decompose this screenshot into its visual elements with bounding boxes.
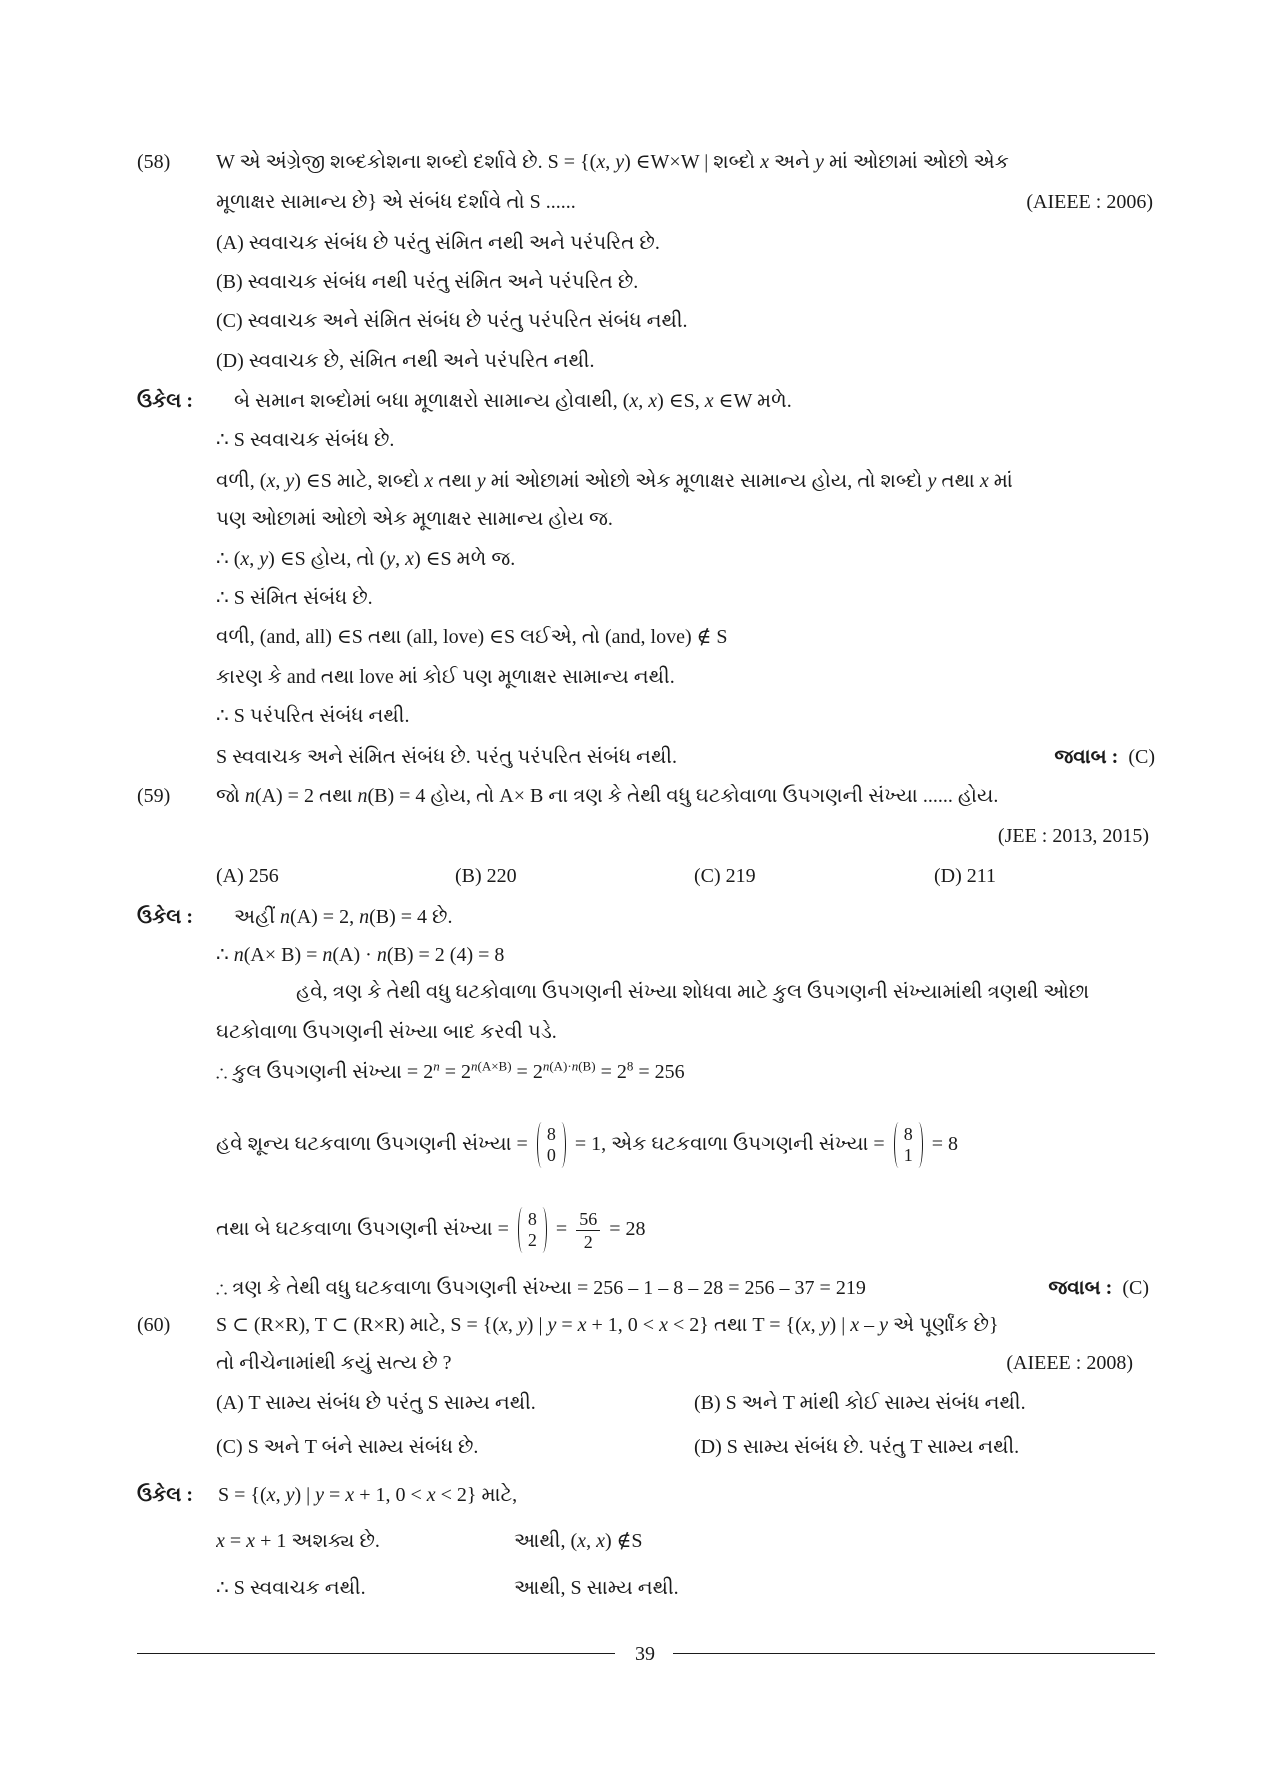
paren-right-shape xyxy=(914,1122,923,1168)
math-variable: n xyxy=(470,1058,478,1074)
q59-answer xyxy=(1005,1273,1149,1303)
text-run: = 2 xyxy=(595,1061,627,1083)
q58-solution-line-6 xyxy=(216,583,1155,613)
math-variable: y xyxy=(315,1484,325,1506)
binomial-bottom: 1 xyxy=(903,1145,913,1166)
text-run: ∴ S પરંપરિત સંબંધ નથી. xyxy=(216,705,410,727)
text-run: S = {( xyxy=(218,1484,267,1506)
binomial-coefficient xyxy=(518,1207,547,1253)
text-run: માં ઓછામાં ઓછો એક મૂળાક્ષર સામાન્ય હોય, તો શબ્દો xyxy=(485,470,928,492)
text-run: = 28 xyxy=(604,1218,646,1240)
text-run: અહીં xyxy=(234,906,281,928)
text-run: તથા બે ઘટકવાળા ઉપગણની સંખ્યા = xyxy=(216,1218,514,1240)
text-run: ) ∈W×W | શબ્દો xyxy=(624,151,761,173)
math-variable: x xyxy=(266,1484,276,1506)
q59-solution-line-6 xyxy=(216,1115,1155,1173)
q60-solution-line-1 xyxy=(218,1480,1155,1510)
q60-solution-line-2a xyxy=(216,1526,506,1556)
math-variable: y xyxy=(386,548,396,570)
math-variable: n xyxy=(357,785,368,807)
q58-answer xyxy=(955,742,1155,772)
text-run: = xyxy=(324,1484,346,1506)
q58-stem-line-1 xyxy=(216,147,1155,177)
q58-option-a: (A) સ્વવાચક સંબંધ છે પરંતુ સંમિત નથી અને પરંપરિત છે. xyxy=(216,232,660,254)
q58-solution-line-8 xyxy=(216,662,1155,692)
math-variable: x xyxy=(266,470,276,492)
q59-source: (JEE : 2013, 2015) xyxy=(997,825,1149,847)
q58-source: (AIEEE : 2006) xyxy=(1026,191,1153,213)
text-run: (B) = 4 છે. xyxy=(369,906,453,928)
text-run: (A) · xyxy=(332,944,377,966)
q60-option-c: (C) S અને T બંને સામ્ય સંબંધ છે. xyxy=(216,1436,479,1458)
text-run: ∈W મળે. xyxy=(713,390,792,412)
math-variable: n xyxy=(359,906,370,928)
text-run: કારણ કે and તથા love માં કોઈ પણ મૂળાક્ષર સામાન્ય નથી. xyxy=(216,666,675,688)
q60-stem-line-2 xyxy=(216,1348,816,1378)
text-run: (A) = 2 તથા xyxy=(254,785,358,807)
q60-solution-line-2b xyxy=(514,1526,914,1556)
q58-solution-line-9 xyxy=(216,701,1155,731)
q59-option-a: (A) 256 xyxy=(216,865,279,887)
q59-solution-line-7 xyxy=(216,1200,1155,1258)
fraction xyxy=(576,1208,600,1253)
text-run: જો xyxy=(216,785,245,807)
footer-rule-right xyxy=(673,1653,1155,1654)
math-variable: n xyxy=(244,785,255,807)
binomial-bottom: 2 xyxy=(527,1230,537,1251)
paren-left-shape xyxy=(518,1207,527,1253)
q60-solution-label: ઉકેલ : xyxy=(137,1484,194,1506)
text-run: = 8 xyxy=(926,1133,958,1155)
text-run: < 2} માટે, xyxy=(435,1484,518,1506)
text-run: = xyxy=(550,1218,573,1240)
math-variable: y xyxy=(879,1314,888,1336)
paren-right-shape xyxy=(557,1122,566,1168)
text-run: ) ∈S હોય, તો ( xyxy=(268,548,387,570)
text-run: (A×B) xyxy=(477,1058,512,1074)
math-variable: x xyxy=(577,1314,587,1336)
text-run: એ પૂર્ણાંક છે} xyxy=(888,1314,999,1336)
q60-stem-line-1 xyxy=(216,1310,1155,1340)
text-run: ∴ ( xyxy=(216,548,241,570)
text-run: ) ∈S મળે જ. xyxy=(414,548,516,570)
math-variable: y xyxy=(615,151,625,173)
q60-number: (60) xyxy=(137,1314,171,1336)
q58-option-b: (B) સ્વવાચક સંબંધ નથી પરંતુ સંમિત અને પરંપરિત છે. xyxy=(216,271,639,293)
math-variable: y xyxy=(547,1314,557,1336)
text-run: = xyxy=(556,1314,578,1336)
math-variable: y xyxy=(259,548,269,570)
q58-solution-line-3 xyxy=(216,466,1155,496)
text-run: + 1, 0 < xyxy=(586,1314,660,1336)
text-run: + 1 અશક્ય છે. xyxy=(255,1530,380,1552)
answer-label: જવાબ : xyxy=(1048,1277,1113,1299)
paren-left-shape xyxy=(537,1122,546,1168)
math-variable: x xyxy=(596,151,606,173)
math-variable: x xyxy=(629,390,639,412)
text-run: વળી, (and, all) ∈S તથા (all, love) ∈S લઈએ, તો (and, love) ∉ S xyxy=(216,626,728,648)
text-run: ∴ ત્રણ કે તેથી વધુ ઘટકવાળા ઉપગણની સંખ્યા = 256 – 1 – 8 – 28 = 256 – 37 = 219 xyxy=(216,1277,866,1299)
math-variable: x xyxy=(648,390,658,412)
binomial-coefficient xyxy=(894,1122,923,1168)
text-run: = 1, એક ઘટકવાળા ઉપગણની સંખ્યા = xyxy=(569,1133,890,1155)
fraction-denominator: 2 xyxy=(583,1231,593,1252)
fraction-numerator: 56 xyxy=(576,1208,600,1231)
binomial-bottom: 0 xyxy=(546,1145,556,1166)
paren-left-shape xyxy=(894,1122,903,1168)
text-run: (A) = 2, xyxy=(290,906,360,928)
q59-option-d: (D) 211 xyxy=(934,865,997,887)
text-run: , xyxy=(810,1314,821,1336)
math-variable: x xyxy=(424,470,434,492)
text-run: બે સમાન શબ્દોમાં બધા મૂળાક્ષરો સામાન્ય હોવાથી, ( xyxy=(234,390,630,412)
q58-solution-line-4 xyxy=(216,504,1155,534)
text-run: 8 xyxy=(626,1058,634,1074)
text-run: , xyxy=(507,1314,518,1336)
binomial-stack xyxy=(546,1124,557,1166)
math-variable: x xyxy=(659,1314,668,1336)
text-run: પણ ઓછામાં ઓછો એક મૂળાક્ષર સામાન્ય હોય જ. xyxy=(216,508,613,530)
math-variable: n xyxy=(433,1058,440,1074)
text-run: ) | xyxy=(526,1314,548,1336)
text-run: ∴ S સ્વવાચક નથી. xyxy=(216,1577,366,1599)
text-run: , xyxy=(638,390,649,412)
q59-stem-line-1 xyxy=(216,781,1155,811)
text-run: વળી, ( xyxy=(216,470,267,492)
text-run: = 2 xyxy=(511,1061,543,1083)
text-run: ∴ S સ્વવાચક સંબંધ છે. xyxy=(216,429,395,451)
superscript xyxy=(471,1058,512,1073)
text-run: અને xyxy=(769,151,816,173)
q58-number: (58) xyxy=(137,151,171,173)
math-variable: y xyxy=(285,1484,295,1506)
text-run: S ⊂ (R×R), T ⊂ (R×R) માટે, S = {( xyxy=(216,1314,500,1336)
text-run: , xyxy=(586,1530,597,1552)
math-variable: y xyxy=(476,470,486,492)
text-run: (A× B) = xyxy=(243,944,323,966)
q60-option-d: (D) S સામ્ય સંબંધ છે. પરંતુ T સામ્ય નથી. xyxy=(694,1436,1020,1458)
math-variable: x xyxy=(577,1530,587,1552)
paren-right-shape xyxy=(538,1207,547,1253)
q59-solution-line-3 xyxy=(296,977,1155,1007)
math-variable: x xyxy=(801,1314,811,1336)
q59-option-c: (C) 219 xyxy=(694,865,756,887)
q58-solution-line-5 xyxy=(216,544,1155,574)
q58-solution-line-7 xyxy=(216,622,1155,652)
text-run: + 1, 0 < xyxy=(354,1484,427,1506)
page-number: 39 xyxy=(635,1643,655,1665)
text-run: તો નીચેનામાંથી કયું સત્ય છે ? xyxy=(216,1352,452,1374)
q59-solution-label: ઉકેલ : xyxy=(137,906,194,928)
math-variable: x xyxy=(596,1530,605,1552)
math-variable: x xyxy=(405,548,415,570)
text-run: ∴ S સંમિત સંબંધ છે. xyxy=(216,587,373,609)
text-run: ) ∈S, xyxy=(657,390,705,412)
q59-solution-line-5 xyxy=(216,1057,1155,1087)
binomial-top: 8 xyxy=(903,1124,913,1145)
q60-solution-line-3b xyxy=(514,1573,914,1603)
text-run: ∴ xyxy=(216,944,234,966)
text-run: ∴ કુલ ઉપગણની સંખ્યા = 2 xyxy=(216,1061,434,1083)
q60-source: (AIEEE : 2008) xyxy=(1006,1352,1133,1374)
text-run: = 256 xyxy=(633,1061,685,1083)
math-variable: y xyxy=(815,151,824,173)
math-variable: n xyxy=(376,944,387,966)
text-run: (A)· xyxy=(549,1058,572,1074)
text-run: W એ અંગ્રેજી શબ્દકોશના શબ્દો દર્શાવે છે. S = {( xyxy=(216,151,597,173)
text-run: હવે શૂન્ય ઘટકવાળા ઉપગણની સંખ્યા = xyxy=(216,1133,533,1155)
answer-label: જવાબ : xyxy=(1054,746,1119,768)
text-run: મૂળાક્ષર સામાન્ય છે} એ સંબંધ દર્શાવે તો S ...... xyxy=(216,191,576,213)
binomial-coefficient xyxy=(537,1122,566,1168)
math-variable: y xyxy=(517,1314,527,1336)
math-variable: x xyxy=(246,1530,256,1552)
math-variable: x xyxy=(760,151,770,173)
q59-number: (59) xyxy=(137,785,171,807)
math-variable: n xyxy=(233,944,244,966)
text-run: ) | xyxy=(829,1314,851,1336)
math-variable: n xyxy=(542,1058,550,1074)
binomial-top: 8 xyxy=(546,1124,556,1145)
q58-option-d: (D) સ્વવાચક છે, સંમિત નથી અને પરંપરિત નથી. xyxy=(216,350,595,372)
superscript xyxy=(543,1058,596,1073)
text-run: (B) xyxy=(578,1058,596,1074)
text-run: = 2 xyxy=(439,1061,471,1083)
math-variable: x xyxy=(704,390,714,412)
q60-option-b: (B) S અને T માંથી કોઈ સામ્ય સંબંધ નથી. xyxy=(694,1392,1026,1414)
math-variable: x xyxy=(345,1484,355,1506)
text-run: , xyxy=(275,470,286,492)
text-run: હવે, ત્રણ કે તેથી વધુ ઘટકોવાળા ઉપગણની સંખ્યા શોધવા માટે કુલ ઉપગણની સંખ્યામાંથી ત્રણથી ઓછા xyxy=(296,981,1090,1003)
text-run: , xyxy=(605,151,616,173)
text-run: તથા xyxy=(433,470,477,492)
q59-solution-line-8 xyxy=(216,1273,1001,1303)
text-run: , xyxy=(395,548,406,570)
text-run: , xyxy=(275,1484,286,1506)
math-variable: n xyxy=(322,944,333,966)
q59-solution-line-2 xyxy=(216,940,1155,970)
q59-option-b: (B) 220 xyxy=(455,865,517,887)
math-variable: x xyxy=(979,470,989,492)
math-variable: n xyxy=(571,1058,579,1074)
math-variable: y xyxy=(285,470,295,492)
footer-rule-left xyxy=(137,1653,615,1654)
math-variable: x xyxy=(850,1314,860,1336)
text-run: (B) = 2 (4) = 8 xyxy=(386,944,505,966)
text-run: , xyxy=(249,548,260,570)
text-run: < 2} તથા T = {( xyxy=(667,1314,802,1336)
text-run: = xyxy=(224,1530,247,1552)
text-run: ) ∉S xyxy=(604,1530,643,1552)
q58-stem-line-2 xyxy=(216,187,876,217)
math-variable: y xyxy=(927,470,937,492)
q58-solution-line-1 xyxy=(234,386,1155,416)
text-run: ઘટકોવાળા ઉપગણની સંખ્યા બાદ કરવી પડે. xyxy=(216,1021,557,1043)
text-run: તથા xyxy=(936,470,980,492)
text-run: માં xyxy=(988,470,1013,492)
text-run: – xyxy=(859,1314,880,1336)
math-variable: n xyxy=(280,906,291,928)
q58-solution-line-2 xyxy=(216,425,1155,455)
q58-solution-label: ઉકેલ : xyxy=(137,390,194,412)
text-run: (B) = 4 હોય, તો A× B ના ત્રણ કે તેથી વધુ ઘટકોવાળા ઉપગણની સંખ્યા ...... હોય. xyxy=(367,785,999,807)
q59-solution-line-1 xyxy=(234,902,1155,932)
q59-solution-line-4 xyxy=(216,1017,1155,1047)
answer-value: (C) xyxy=(1128,746,1155,768)
math-variable: x xyxy=(240,548,250,570)
math-variable: y xyxy=(820,1314,830,1336)
math-variable: x xyxy=(426,1484,436,1506)
q58-solution-line-10 xyxy=(216,742,946,772)
text-run: આથી, S સામ્ય નથી. xyxy=(514,1577,679,1599)
text-run: S સ્વવાચક અને સંમિત સંબંધ છે. પરંતુ પરંપરિત સંબંધ નથી. xyxy=(216,746,678,768)
q60-solution-line-3a xyxy=(216,1573,506,1603)
text-run: ) | xyxy=(294,1484,316,1506)
binomial-stack xyxy=(527,1209,538,1251)
binomial-stack xyxy=(903,1124,914,1166)
text-run: આથી, ( xyxy=(514,1530,578,1552)
q60-option-a: (A) T સામ્ય સંબંધ છે પરંતુ S સામ્ય નથી. xyxy=(216,1392,536,1414)
math-variable: x xyxy=(216,1530,225,1552)
answer-value: (C) xyxy=(1122,1277,1149,1299)
q58-option-c: (C) સ્વવાચક અને સંમિત સંબંધ છે પરંતુ પરંપરિત સંબંધ નથી. xyxy=(216,310,688,332)
text-run: માં ઓછામાં ઓછો એક xyxy=(823,151,1009,173)
text-run: ) ∈S માટે, શબ્દો xyxy=(294,470,425,492)
binomial-top: 8 xyxy=(527,1209,537,1230)
math-variable: x xyxy=(499,1314,508,1336)
